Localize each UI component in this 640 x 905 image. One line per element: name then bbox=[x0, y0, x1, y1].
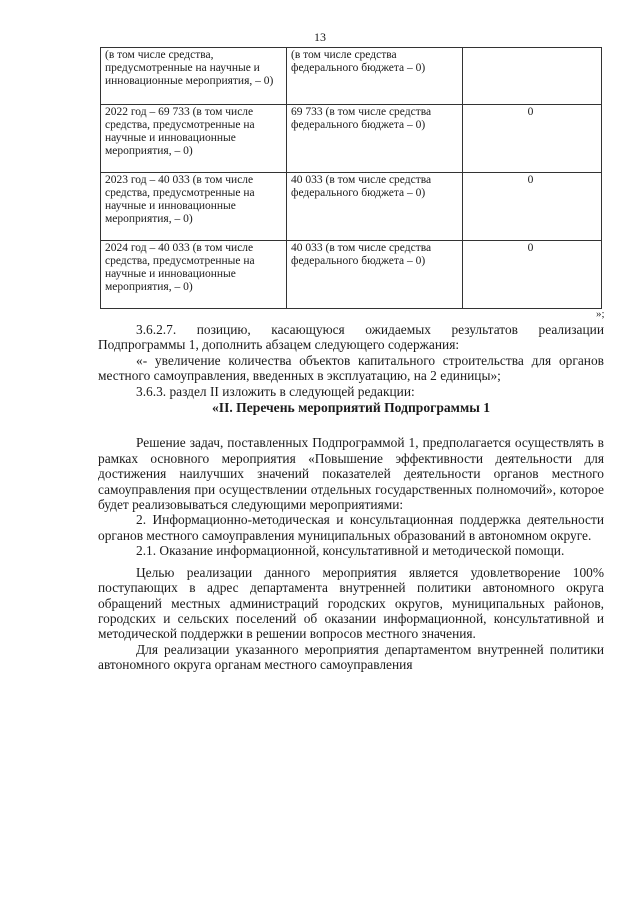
paragraph: 3.6.3. раздел II изложить в следующей редакции: bbox=[136, 383, 415, 399]
document-body bbox=[98, 322, 604, 673]
table-cell: 0 bbox=[463, 105, 602, 173]
paragraph: 2. Информационно-методическая и консультационная поддержка деятельности органов местного самоуправления муниципальных образований в автономном округе. bbox=[98, 512, 604, 543]
budget-table bbox=[100, 47, 602, 309]
table-cell: 2024 год – 40 033 (в том числе средства, предусмотренные на научные и инновационные мероприятия, – 0) bbox=[101, 241, 287, 309]
table-cell: 2023 год – 40 033 (в том числе средства, предусмотренные на научные и инновационные мероприятия, – 0) bbox=[101, 173, 287, 241]
table-row bbox=[101, 105, 602, 173]
paragraph: 2.1. Оказание информационной, консультативной и методической помощи. bbox=[136, 543, 565, 559]
table-cell: (в том числе средства, предусмотренные на научные и инновационные мероприятия, – 0) bbox=[101, 48, 287, 105]
table-cell: 69 733 (в том числе средства федерального бюджета – 0) bbox=[287, 105, 463, 173]
table-row bbox=[101, 241, 602, 309]
table-row bbox=[101, 48, 602, 105]
paragraph: 3.6.2.7. позицию, касающуюся ожидаемых результатов реализации Подпрограммы 1, дополнить абзацем следующего содержания: bbox=[98, 322, 604, 353]
table-cell: 2022 год – 69 733 (в том числе средства, предусмотренные на научные и инновационные мероприятия, – 0) bbox=[101, 105, 287, 173]
paragraph: Целью реализации данного мероприятия является удовлетворение 100% поступающих в адрес департамента внутренней политики автономного округа обращений местных администраций городских округов, муниципальных районов, городских и сельских поселений об оказании информационной, консультативной и методической поддержки в решении вопросов местного значения. bbox=[98, 564, 604, 642]
paragraph: «- увеличение количества объектов капитального строительства для органов местного самоуправления, введенных в эксплуатацию, на 2 единицы»; bbox=[98, 352, 604, 384]
closing-quote-mark: »; bbox=[596, 308, 605, 320]
paragraph: Решение задач, поставленных Подпрограммой 1, предполагается осуществлять в рамках основного мероприятия «Повышение эффективности деятельности для достижения наилучших значений показателей деятельности органов местного самоуправления при осуществлении отдельных государственных полномочий», которое будет реализовываться следующими мероприятиями: bbox=[98, 435, 604, 513]
page-number: 13 bbox=[314, 30, 326, 44]
table-cell bbox=[463, 48, 602, 105]
section-heading: «II. Перечень мероприятий Подпрограммы 1 bbox=[211, 400, 491, 416]
table-cell: 0 bbox=[463, 173, 602, 241]
table-cell: 40 033 (в том числе средства федерального бюджета – 0) bbox=[287, 241, 463, 309]
paragraph: Для реализации указанного мероприятия департаментом внутренней политики автономного округа органам местного самоуправления bbox=[98, 641, 604, 673]
table-cell: 0 bbox=[463, 241, 602, 309]
table-row bbox=[101, 173, 602, 241]
table-cell: (в том числе средства федерального бюджета – 0) bbox=[287, 48, 463, 105]
table-cell: 40 033 (в том числе средства федерального бюджета – 0) bbox=[287, 173, 463, 241]
